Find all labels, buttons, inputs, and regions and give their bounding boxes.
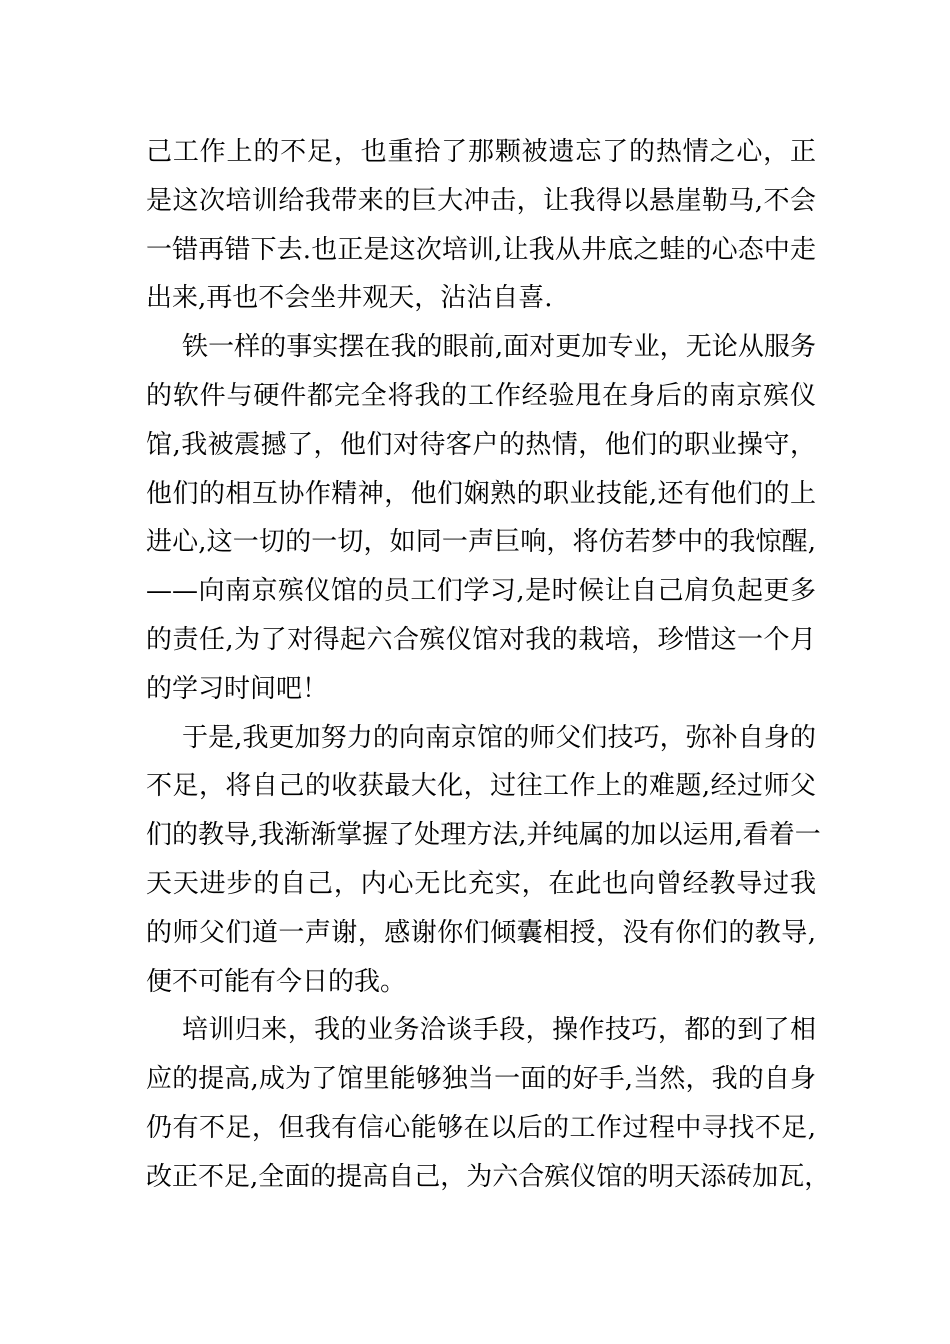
paragraph-line: 培训归来，我的业务洽谈手段，操作技巧，都的到了相 (182, 1015, 816, 1046)
paragraph-line: ——向南京殡仪馆的员工们学习,是时候让自己肩负起更多 (146, 576, 816, 607)
document-body (146, 128, 831, 1202)
paragraph-line: 不足，将自己的收获最大化，过往工作上的难题,经过师父 (146, 771, 816, 802)
paragraph-2 (146, 323, 816, 713)
paragraph-line: 出来,再也不会坐井观天，沾沾自喜. (146, 283, 553, 314)
paragraph-4 (146, 1006, 831, 1201)
paragraph-line: 铁一样的事实摆在我的眼前,面对更加专业，无论从服务 (182, 332, 816, 363)
paragraph-line: 仍有不足，但我有信心能够在以后的工作过程中寻找不足, (146, 1112, 816, 1143)
paragraph-line: 馆,我被震撼了，他们对待客户的热情，他们的职业操守， (146, 429, 816, 460)
paragraph-line: 于是,我更加努力的向南京馆的师父们技巧，弥补自身的 (182, 722, 816, 753)
paragraph-line: 的师父们道一声谢，感谢你们倾囊相授，没有你们的教导, (146, 917, 816, 948)
paragraph-line: 的责任,为了对得起六合殡仪馆对我的栽培，珍惜这一个月 (146, 624, 816, 655)
paragraph-line: 一错再错下去.也正是这次培训,让我从井底之蛙的心态中走 (146, 234, 816, 265)
paragraph-line: 天天进步的自己，内心无比充实，在此也向曾经教导过我 (146, 868, 816, 899)
paragraph-line: 己工作上的不足，也重拾了那颗被遗忘了的热情之心，正 (146, 137, 816, 167)
paragraph-line: 们的教导,我渐渐掌握了处理方法,并纯属的加以运用,看着一 (146, 820, 821, 851)
paragraph-line: 的学习时间吧！ (146, 673, 329, 704)
paragraph-line: 是这次培训给我带来的巨大冲击，让我得以悬崖勒马,不会 (146, 185, 816, 216)
paragraph-1 (146, 128, 816, 323)
paragraph-line: 他们的相互协作精神，他们娴熟的职业技能,还有他们的上 (146, 478, 816, 509)
paragraph-line: 应的提高,成为了馆里能够独当一面的好手,当然，我的自身 (146, 1064, 816, 1095)
paragraph-3 (146, 714, 821, 1007)
paragraph-line: 的软件与硬件都完全将我的工作经验甩在身后的南京殡仪 (146, 380, 816, 411)
paragraph-line: 进心,这一切的一切，如同一声巨响，将仿若梦中的我惊醒, (146, 527, 816, 558)
paragraph-line: 便不可能有今日的我。 (146, 966, 407, 997)
paragraph-line: 改正不足,全面的提高自己，为六合殡仪馆的明天添砖加瓦， (146, 1161, 831, 1192)
